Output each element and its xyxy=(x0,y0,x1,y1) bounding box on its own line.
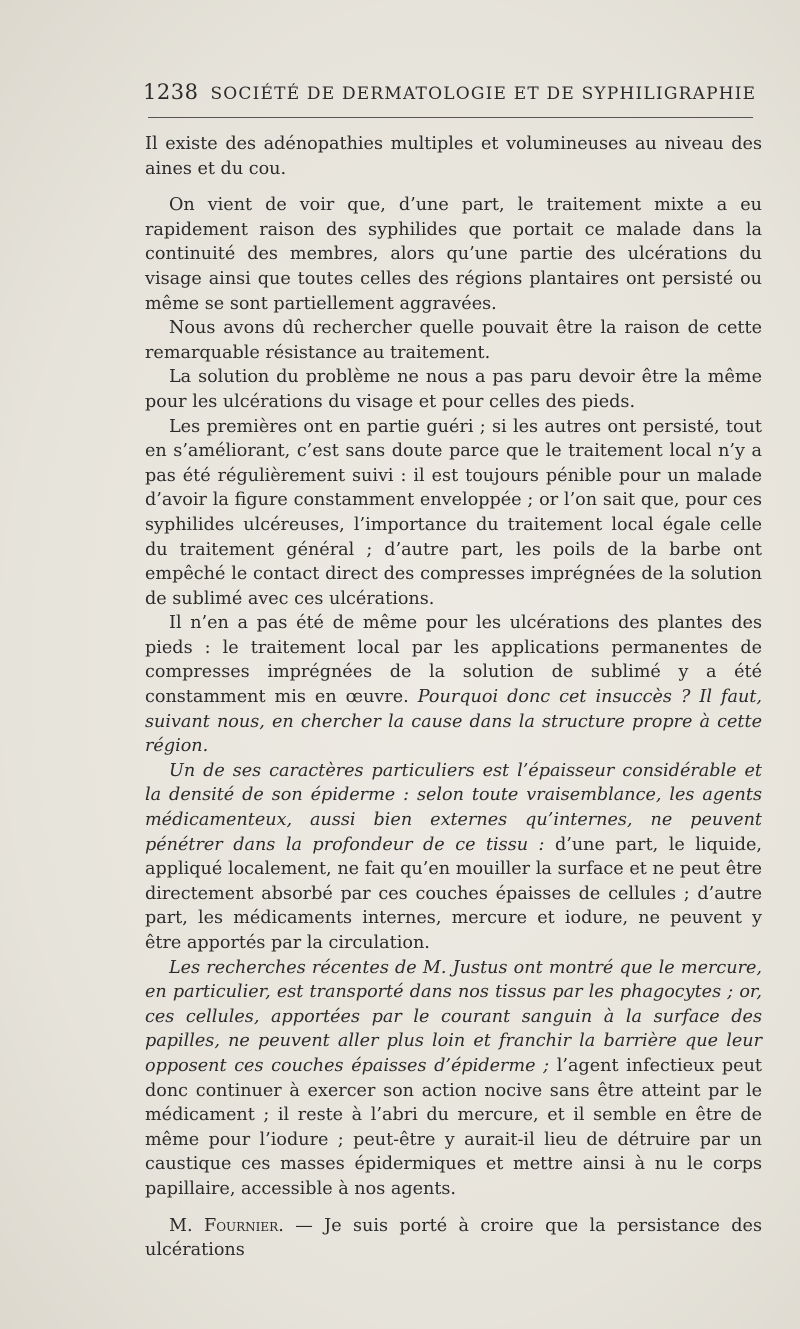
body-text xyxy=(145,132,762,1263)
paragraph-first-ulcerations xyxy=(145,415,762,612)
running-header xyxy=(143,80,763,106)
paragraph-text: Les premières ont en partie guéri ; si les autres ont persisté, tout en s’améliorant, c’est sans doute parce que le traitement local n’y a pas été régulièrement suivi : il est toujours pénible pour un malade d’avoir la figure constamment enveloppée ; or l’on sait que, pour ces syphilides ulcéreuses, l’importance du traitement local égale celle du traitement général ; d’autre part, les poils de la barbe ont empêché le contact direct des compresses imprégnées de la solution de sublimé avec ces ulcérations. xyxy=(145,416,762,609)
running-title: SOCIÉTÉ DE DERMATOLOGIE ET DE SYPHILIGRAPHIE xyxy=(210,84,757,104)
paragraph-text: On vient de voir que, d’une part, le traitement mixte a eu rapidement raison des syphilides que portait ce malade dans la continuité des membres, alors qu’une partie des ulcérations du visage ainsi que toutes celles des régions plantaires ont persisté ou même se sont partiellement aggravées. xyxy=(145,195,762,314)
paragraph-text: d’une part, le liquide, appliqué localement, ne fait qu’en mouiller la surface et ne peut être directement absorbé par ces couches épaisses de cellules ; d’autre part, les médicaments internes, mercure et iodure, ne peuvent y être apportés par la circulation. xyxy=(145,834,763,953)
paragraph-mixed-treatment xyxy=(145,193,762,316)
paragraph-justus-research xyxy=(145,956,762,1202)
paragraph-adenopathies xyxy=(145,132,762,181)
paragraph-fournier xyxy=(145,1214,762,1263)
paragraph-italic-text: Pourquoi donc cet insuccès ? Il faut, suivant nous, en chercher la cause dans la structure propre à cette région. xyxy=(145,687,763,757)
paragraph-plantar-ulcerations xyxy=(145,611,762,759)
paragraph-italic-text: Les recherches récentes de M. Justus ont montré que le mercure, en particulier, est transporté dans nos tissus par les phagocytes ; or, ces cellules, apportées par le courant sanguin à la surface des papilles, ne peuvent aller plus loin et franchir la barrière que leur opposent ces couches épaisses d’épiderme ; xyxy=(145,957,762,1076)
paragraph-solution xyxy=(145,365,762,414)
header-rule xyxy=(148,117,753,118)
paragraph-resistance xyxy=(145,316,762,365)
paragraph-text: Il existe des adénopathies multiples et volumineuses au niveau des aines et du cou. xyxy=(145,134,762,179)
paragraph-text: l’agent infectieux peut donc continuer à exercer son action nocive sans être atteint par le médicament ; il reste à l’abri du mercure, et il semble en être de même pour l’iodure ; peut-être y aurait-il lieu de détruire par un caustique ces masses épidermiques et mettre ainsi à nu le corps papillaire, accessible à nos agents. xyxy=(145,1055,762,1199)
paragraph-text: Nous avons dû rechercher quelle pouvait être la raison de cette remarquable résistance au traitement. xyxy=(145,318,762,363)
paragraph-text: — Je suis porté à croire que la persistance des ulcérations xyxy=(145,1215,762,1261)
paragraph-italic-text: Un de ses caractères particuliers est l’épaisseur considérable et la densité de son épiderme : selon toute vraisemblance, les agents médicamenteux, aussi bien externes qu’internes, ne peuvent pénétrer dans la profondeur de ce tissu : xyxy=(145,760,762,855)
paragraph-text: La solution du problème ne nous a pas paru devoir être la même pour les ulcérations du visage et pour celles des pieds. xyxy=(145,367,762,412)
paragraph-text: Il n’en a pas été de même pour les ulcérations des plantes des pieds : le traitement local par les applications permanentes de compresses imprégnées de la solution de sublimé y a été constamment mis en œuvre. xyxy=(145,613,762,708)
paragraph-epidermis xyxy=(145,759,762,956)
page-number: 1238 xyxy=(143,80,199,104)
speaker-name: M. Fournier. xyxy=(169,1215,284,1236)
